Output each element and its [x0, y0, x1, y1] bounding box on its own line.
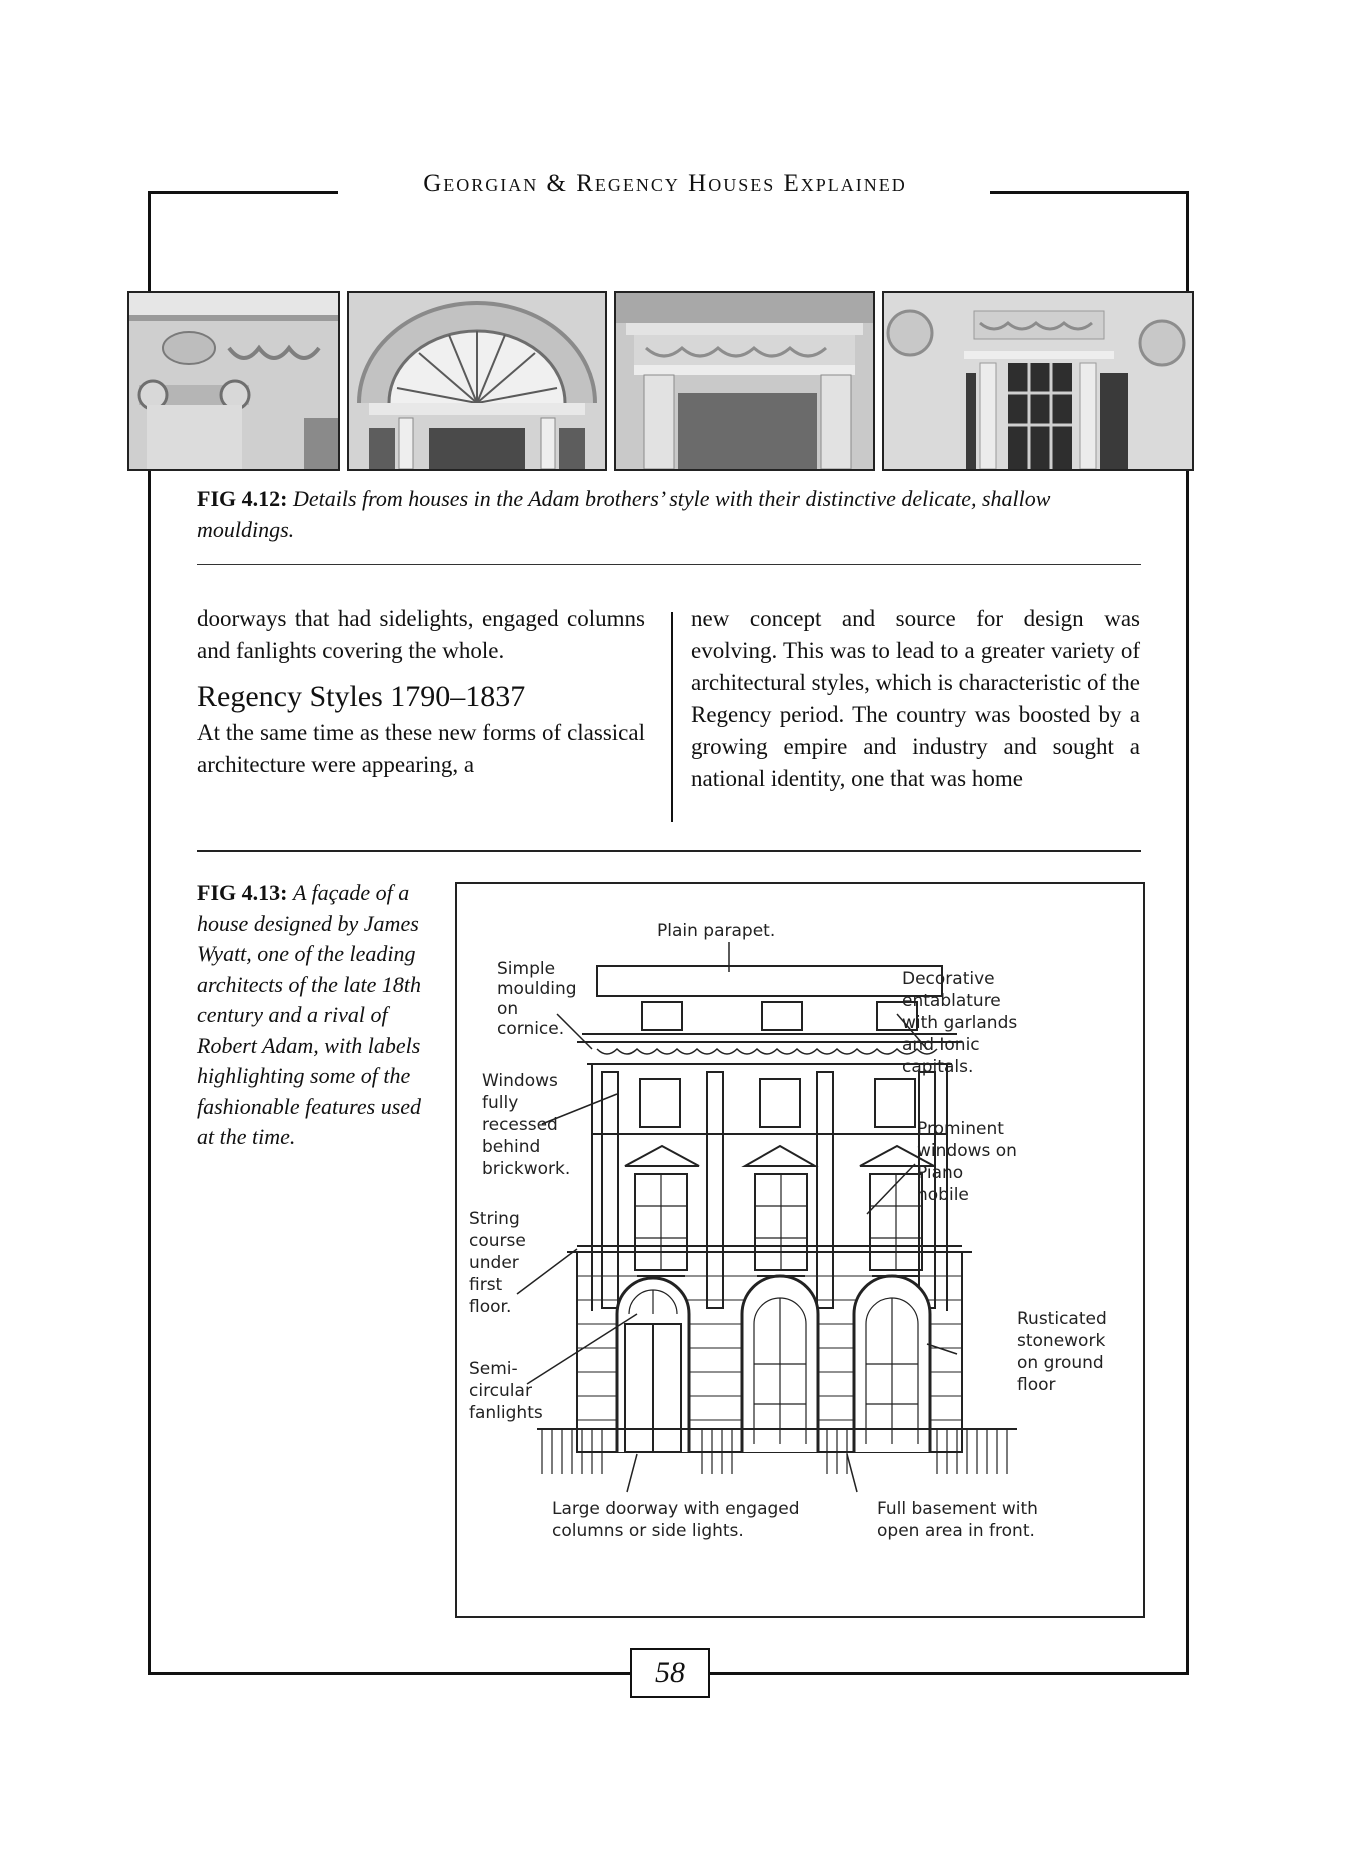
frame-bottom-left: [148, 1672, 630, 1675]
rule-above-figure: [197, 850, 1141, 852]
right-column: [691, 603, 1140, 795]
photo-ionic-capital: [127, 291, 340, 471]
facade-svg: [457, 884, 1143, 1616]
svg-text:on: on: [497, 999, 519, 1019]
svg-text:circular: circular: [469, 1381, 532, 1401]
svg-text:fanlights: fanlights: [469, 1403, 543, 1423]
photo-strip: [127, 291, 1204, 469]
svg-text:Decorative: Decorative: [902, 969, 995, 989]
fig-4-12-caption: [197, 483, 1137, 545]
fig-4-13-text: A façade of a house designed by James Wyatt, one of the leading architects of the late 18th century and a rival of Robert Adam, with labels highlighting some of the fashionable features used at the time.: [197, 880, 422, 1149]
svg-text:capitals.: capitals.: [902, 1057, 974, 1077]
svg-text:nobile: nobile: [917, 1185, 969, 1205]
svg-text:Semi-: Semi-: [469, 1359, 518, 1379]
svg-text:Rusticated: Rusticated: [1017, 1309, 1107, 1329]
left-column: [197, 603, 645, 781]
svg-text:Piano: Piano: [917, 1163, 964, 1183]
svg-text:Windows: Windows: [482, 1071, 558, 1091]
svg-text:course: course: [469, 1231, 526, 1251]
label-plain-parapet: Plain parapet.: [657, 921, 776, 941]
svg-text:open area in front.: open area in front.: [877, 1521, 1035, 1541]
label-rusticated: [1017, 1309, 1107, 1395]
rule-under-caption: [197, 564, 1141, 565]
svg-text:with garlands: with garlands: [902, 1013, 1018, 1033]
svg-text:Simple: Simple: [497, 959, 556, 979]
svg-text:moulding: moulding: [497, 979, 577, 999]
fig-4-12-text: Details from houses in the Adam brothers’ style with their distinctive delicate, shallow mouldings.: [197, 486, 1051, 542]
svg-text:Large doorway with engaged: Large doorway with engaged: [552, 1499, 800, 1519]
fig-4-13-caption: [197, 878, 429, 1153]
svg-text:recessed: recessed: [482, 1115, 558, 1135]
svg-text:windows on: windows on: [917, 1141, 1017, 1161]
parapet: [597, 966, 942, 996]
photo-window-roundels: [882, 291, 1194, 471]
svg-text:cornice.: cornice.: [497, 1019, 565, 1039]
label-full-basement: [877, 1499, 1038, 1541]
svg-text:behind: behind: [482, 1137, 541, 1157]
frame-bottom-right: [708, 1672, 1189, 1675]
label-decorative-entablature: [902, 969, 1017, 1077]
svg-text:on ground: on ground: [1017, 1353, 1104, 1373]
svg-text:floor.: floor.: [469, 1297, 512, 1317]
frame-top-right: [990, 191, 1189, 194]
svg-text:floor: floor: [1017, 1375, 1056, 1395]
column-divider: [671, 612, 673, 822]
right-paragraph: new concept and source for design was evolving. This was to lead to a greater variety of architectural styles, which is characteristic of the Regency period. The country was boosted by a growing empire and industry and sought a national identity, one that was home: [691, 606, 1140, 791]
page-number: 58: [630, 1648, 710, 1698]
svg-text:String: String: [469, 1209, 520, 1229]
svg-text:stonework: stonework: [1017, 1331, 1106, 1351]
svg-text:entablature: entablature: [902, 991, 1001, 1011]
label-large-doorway: [552, 1499, 800, 1541]
label-windows-recessed: [482, 1071, 570, 1179]
section-heading: Regency Styles 1790–1837: [197, 680, 526, 713]
photo-fanlight: [347, 291, 607, 471]
label-prominent-windows: [917, 1119, 1017, 1205]
facade-drawing: [455, 882, 1145, 1618]
fig-4-12-label: FIG 4.12:: [197, 486, 288, 511]
svg-text:first: first: [469, 1275, 503, 1295]
svg-text:columns or side lights.: columns or side lights.: [552, 1521, 744, 1541]
running-head: Georgian & Regency Houses Explained: [423, 170, 907, 197]
label-semicircular: [469, 1359, 543, 1423]
svg-text:fully: fully: [482, 1093, 519, 1113]
label-string-course: [469, 1209, 526, 1317]
fig-4-13-label: FIG 4.13:: [197, 880, 288, 905]
svg-text:under: under: [469, 1253, 519, 1273]
left-paragraph-2: At the same time as these new forms of classical architecture were appearing, a: [197, 720, 645, 777]
frame-top-left: [150, 191, 338, 194]
svg-text:brickwork.: brickwork.: [482, 1159, 571, 1179]
svg-text:Full basement with: Full basement with: [877, 1499, 1038, 1519]
label-simple-moulding: [497, 959, 577, 1039]
left-paragraph-1: doorways that had sidelights, engaged columns and fanlights covering the whole.: [197, 606, 645, 663]
svg-text:and Ionic: and Ionic: [902, 1035, 980, 1055]
photo-portico: [614, 291, 875, 471]
svg-text:Prominent: Prominent: [917, 1119, 1004, 1139]
